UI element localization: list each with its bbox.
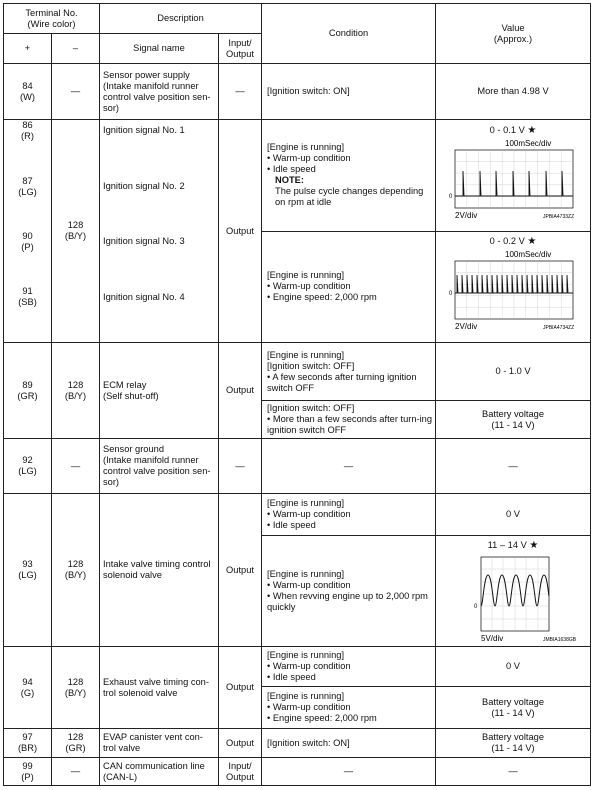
header-value: Value (Approx.): [436, 4, 591, 64]
input-output: Output: [219, 120, 262, 343]
terminal-plus: 84 (W): [4, 64, 52, 120]
value: More than 4.98 V: [436, 64, 591, 120]
value: 0 - 1.0 V: [436, 343, 591, 401]
value: 0 V: [436, 647, 591, 687]
terminal-minus: 128 (B/Y): [52, 647, 100, 729]
star-icon: ★: [529, 539, 539, 551]
scope-code: JPBIA4734ZZ: [543, 325, 575, 332]
condition: —: [262, 758, 436, 786]
svg-text:0: 0: [474, 603, 478, 610]
value: —: [436, 439, 591, 494]
scope-time-div: 100mSec/div: [505, 250, 552, 260]
condition-idle-text: [Engine is running] • Warm-up condition • Idle speed: [267, 142, 351, 175]
value: —: [436, 758, 591, 786]
terminal-plus: 89 (GR): [4, 343, 52, 439]
condition: [Ignition switch: ON]: [262, 64, 436, 120]
signal-name: Exhaust valve timing con-trol solenoid valve: [100, 647, 219, 729]
value: Battery voltage (11 - 14 V): [436, 401, 591, 439]
value: 0 V: [436, 494, 591, 536]
oscilloscope-waveform: [443, 551, 583, 645]
input-output: Input/ Output: [219, 758, 262, 786]
condition: [Ignition switch: OFF] • More than a few seconds after turn-ing ignition switch OFF: [262, 401, 436, 439]
scope-volt-div: 2V/div: [455, 210, 478, 220]
input-output: —: [219, 64, 262, 120]
value: Battery voltage (11 - 14 V): [436, 687, 591, 729]
signal-name-group: [100, 120, 219, 343]
scope-volt-div: 2V/div: [455, 322, 478, 332]
terminal-86: 86 (R): [21, 120, 34, 141]
star-icon: ★: [527, 124, 537, 136]
note-text: The pulse cycle changes depending on rpm at idle: [275, 186, 424, 208]
terminal-plus: 94 (G): [4, 647, 52, 729]
condition: [Engine is running] • Warm-up condition • Engine speed: 2,000 rpm: [262, 687, 436, 729]
oscilloscope-waveform: [443, 136, 583, 228]
svg-text:0: 0: [449, 193, 453, 200]
signal-name: EVAP canister vent con-trol valve: [100, 729, 219, 758]
terminal-plus: 99 (P): [4, 758, 52, 786]
signal-90: Ignition signal No. 3: [103, 236, 185, 246]
header-signal-name: Signal name: [100, 34, 219, 64]
terminal-minus: 128 (B/Y): [52, 120, 100, 343]
terminal-minus: —: [52, 64, 100, 120]
svg-text:0: 0: [449, 291, 453, 298]
terminal-plus-group: [4, 120, 52, 343]
oscilloscope-waveform: [443, 247, 583, 339]
terminal-87: 87 (LG): [18, 176, 37, 197]
value-scope: [436, 536, 591, 647]
header-description: Description: [100, 4, 262, 34]
signal-name: ECM relay (Self shut-off): [100, 343, 219, 439]
condition-idle: [262, 120, 436, 232]
input-output: Output: [219, 494, 262, 647]
scope-time-div: 100mSec/div: [505, 138, 552, 148]
scope-code: JPBIA4733ZZ: [543, 213, 575, 220]
input-output: Output: [219, 343, 262, 439]
value-scope-idle: [436, 120, 591, 232]
signal-91: Ignition signal No. 4: [103, 292, 185, 302]
header-input-output: Input/ Output: [219, 34, 262, 64]
terminal-table: [3, 3, 591, 786]
value-text: 0 - 0.1 V: [489, 124, 525, 135]
scope-code: JMBIA1638GB: [543, 636, 577, 643]
value-text: 0 - 0.2 V: [489, 236, 525, 247]
input-output: —: [219, 439, 262, 494]
condition: [Engine is running] • Warm-up condition • Idle speed: [262, 647, 436, 687]
terminal-91: 91 (SB): [18, 286, 37, 307]
signal-name: Intake valve timing control solenoid valve: [100, 494, 219, 647]
input-output: Output: [219, 647, 262, 729]
terminal-minus: —: [52, 439, 100, 494]
condition-2000rpm: [Engine is running] • Warm-up condition • Engine speed: 2,000 rpm: [262, 231, 436, 343]
input-output: Output: [219, 729, 262, 758]
terminal-minus: 128 (B/Y): [52, 343, 100, 439]
scope-volt-div: 5V/div: [481, 633, 504, 643]
terminal-90: 90 (P): [21, 231, 34, 252]
condition: [Engine is running] • Warm-up condition • Idle speed: [262, 494, 436, 536]
header-terminal-no: Terminal No. (Wire color): [4, 4, 100, 34]
signal-87: Ignition signal No. 2: [103, 181, 185, 191]
terminal-plus: 93 (LG): [4, 494, 52, 647]
terminal-plus: 97 (BR): [4, 729, 52, 758]
star-icon: ★: [527, 236, 537, 248]
value: Battery voltage (11 - 14 V): [436, 729, 591, 758]
condition: [Engine is running] [Ignition switch: OFF] • A few seconds after turning ignition switch OFF: [262, 343, 436, 401]
signal-name: Sensor ground (Intake manifold runner control valve position sen-sor): [100, 439, 219, 494]
condition: —: [262, 439, 436, 494]
signal-name: Sensor power supply (Intake manifold runner control valve position sen-sor): [100, 64, 219, 120]
terminal-minus: —: [52, 758, 100, 786]
header-minus: –: [52, 34, 100, 64]
condition: [Ignition switch: ON]: [262, 729, 436, 758]
header-plus: +: [4, 34, 52, 64]
terminal-minus: 128 (GR): [52, 729, 100, 758]
header-condition: Condition: [262, 4, 436, 64]
terminal-plus: 92 (LG): [4, 439, 52, 494]
signal-name: CAN communication line (CAN-L): [100, 758, 219, 786]
note-label: NOTE:: [275, 175, 304, 186]
terminal-minus: 128 (B/Y): [52, 494, 100, 647]
signal-86: Ignition signal No. 1: [103, 125, 185, 135]
condition: [Engine is running] • Warm-up condition • When revving engine up to 2,000 rpm quickly: [262, 536, 436, 647]
value-text: 11 – 14 V: [487, 539, 527, 550]
value-scope-2000rpm: [436, 231, 591, 343]
